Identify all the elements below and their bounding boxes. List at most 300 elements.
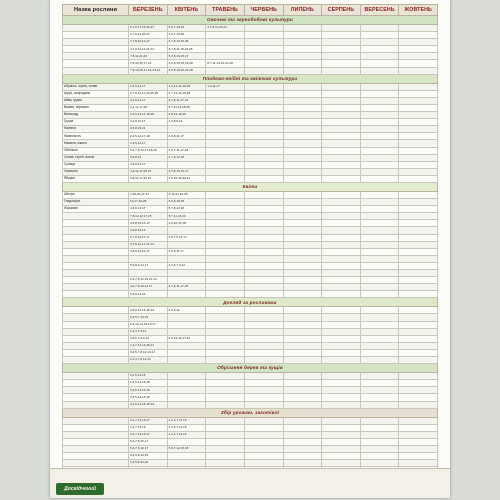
section-title: Плодово-ягідні та квіткові культури: [63, 74, 438, 83]
favorable-days-cell: [167, 314, 206, 321]
favorable-days-cell: [167, 453, 206, 460]
table-row: [63, 328, 438, 335]
favorable-days-cell: [283, 314, 322, 321]
plant-name-cell: [63, 67, 129, 74]
favorable-days-cell: [322, 342, 361, 349]
favorable-days-cell: [399, 291, 438, 298]
favorable-days-cell: [399, 90, 438, 97]
favorable-days-cell: [206, 284, 245, 291]
favorable-days-cell: [360, 349, 399, 356]
favorable-days-cell: [167, 126, 206, 133]
favorable-days-cell: [167, 270, 206, 277]
favorable-days-cell: [360, 67, 399, 74]
favorable-days-cell: 2,4,5,12,17,18,28: [129, 112, 168, 119]
table-row: [63, 168, 438, 175]
favorable-days-cell: [206, 401, 245, 408]
table-row: [63, 380, 438, 387]
favorable-days-cell: [167, 373, 206, 380]
favorable-days-cell: [399, 25, 438, 32]
favorable-days-cell: [283, 199, 322, 206]
favorable-days-cell: [322, 284, 361, 291]
favorable-days-cell: [167, 380, 206, 387]
table-row: [63, 424, 438, 431]
favorable-days-cell: [283, 147, 322, 154]
favorable-days-cell: 10,17,26,28: [129, 199, 168, 206]
favorable-days-cell: [244, 90, 283, 97]
table-row: [63, 46, 438, 53]
favorable-days-cell: [283, 104, 322, 111]
favorable-days-cell: [244, 46, 283, 53]
favorable-days-cell: [360, 248, 399, 255]
table-row: [63, 284, 438, 291]
favorable-days-cell: [167, 349, 206, 356]
favorable-days-cell: 3,4,5,12,15,18,24: [129, 401, 168, 408]
favorable-days-cell: [206, 307, 245, 314]
favorable-days-cell: [360, 277, 399, 284]
favorable-days-cell: [322, 438, 361, 445]
favorable-days-cell: [399, 147, 438, 154]
section-header-row: [63, 364, 438, 373]
favorable-days-cell: [399, 394, 438, 401]
table-row: [63, 25, 438, 32]
favorable-days-cell: [399, 175, 438, 182]
plant-name-cell: [63, 460, 129, 467]
favorable-days-cell: 4,6,8,10,14,17: [129, 220, 168, 227]
plant-name-cell: [63, 220, 129, 227]
favorable-days-cell: [283, 126, 322, 133]
favorable-days-cell: [244, 25, 283, 32]
favorable-days-cell: [399, 39, 438, 46]
favorable-days-cell: [399, 67, 438, 74]
favorable-days-cell: 1,8,11,17: [206, 83, 245, 90]
favorable-days-cell: [360, 147, 399, 154]
plant-name-cell: [63, 227, 129, 234]
favorable-days-cell: [206, 234, 245, 241]
favorable-days-cell: [399, 32, 438, 39]
favorable-days-cell: [360, 328, 399, 335]
favorable-days-cell: [244, 291, 283, 298]
favorable-days-cell: [283, 241, 322, 248]
favorable-days-cell: [322, 417, 361, 424]
favorable-days-cell: 4,6,9,12,17: [129, 206, 168, 213]
favorable-days-cell: [244, 248, 283, 255]
section-title: Овочеві та зернобобові культури: [63, 16, 438, 25]
favorable-days-cell: [399, 248, 438, 255]
favorable-days-cell: [283, 453, 322, 460]
favorable-days-cell: 5,6,7,12,15,18: [167, 445, 206, 452]
favorable-days-cell: [360, 199, 399, 206]
favorable-days-cell: [244, 373, 283, 380]
favorable-days-cell: [244, 60, 283, 67]
plant-name-cell: [63, 401, 129, 408]
favorable-days-cell: [283, 321, 322, 328]
table-row: [63, 234, 438, 241]
favorable-days-cell: [206, 417, 245, 424]
favorable-days-cell: [360, 25, 399, 32]
favorable-days-cell: [322, 126, 361, 133]
favorable-days-cell: [283, 445, 322, 452]
favorable-days-cell: 3,4,5,8,10,16: [129, 460, 168, 467]
favorable-days-cell: [399, 445, 438, 452]
favorable-days-cell: [244, 417, 283, 424]
favorable-days-cell: [244, 161, 283, 168]
favorable-days-cell: [399, 97, 438, 104]
favorable-days-cell: [322, 255, 361, 262]
favorable-days-cell: [322, 60, 361, 67]
favorable-days-cell: [244, 335, 283, 342]
table-row: [63, 445, 438, 452]
favorable-days-cell: [322, 307, 361, 314]
favorable-days-cell: 3,4,5,7,8,10,14,17: [129, 349, 168, 356]
plant-name-cell: [63, 349, 129, 356]
favorable-days-cell: [244, 126, 283, 133]
favorable-days-cell: 4,6,9,11,17: [167, 248, 206, 255]
favorable-days-cell: [360, 424, 399, 431]
favorable-days-cell: [283, 39, 322, 46]
favorable-days-cell: [167, 357, 206, 364]
favorable-days-cell: 2,20,25,27,31: [129, 191, 168, 198]
favorable-days-cell: 2,19,21,24,25: [167, 191, 206, 198]
favorable-days-cell: 3,5,8,10,15,19,28: [167, 67, 206, 74]
favorable-days-cell: [399, 227, 438, 234]
favorable-days-cell: [167, 255, 206, 262]
favorable-days-cell: [322, 46, 361, 53]
favorable-days-cell: [206, 262, 245, 269]
favorable-days-cell: [360, 126, 399, 133]
favorable-days-cell: [399, 255, 438, 262]
favorable-days-cell: [322, 227, 361, 234]
plant-name-cell: [63, 335, 129, 342]
column-header-month: КВІТЕНЬ: [167, 5, 206, 16]
favorable-days-cell: [283, 206, 322, 213]
favorable-days-cell: [322, 460, 361, 467]
favorable-days-cell: [283, 335, 322, 342]
favorable-days-cell: 3,4,5,12,15,18: [129, 387, 168, 394]
favorable-days-cell: 6,7,8,11,18,24,25: [167, 46, 206, 53]
favorable-days-cell: [206, 241, 245, 248]
favorable-days-cell: 6,7,8,10,11,17: [129, 234, 168, 241]
favorable-days-cell: [206, 380, 245, 387]
table-row: [63, 460, 438, 467]
favorable-days-cell: [360, 60, 399, 67]
favorable-days-cell: 1,3,8,9,12: [167, 119, 206, 126]
favorable-days-cell: [129, 255, 168, 262]
favorable-days-cell: 3,5,8,15,21: [129, 126, 168, 133]
favorable-days-cell: [283, 119, 322, 126]
table-row: [63, 357, 438, 364]
favorable-days-cell: [322, 321, 361, 328]
table-row: [63, 248, 438, 255]
calendar-content: [62, 4, 438, 498]
plant-name-cell: Обліпиха: [63, 147, 129, 154]
favorable-days-cell: 3,4,5,12,17: [129, 97, 168, 104]
favorable-days-cell: [244, 270, 283, 277]
favorable-days-cell: [399, 140, 438, 147]
favorable-days-cell: 7,8,10,15,17,21: [129, 60, 168, 67]
favorable-days-cell: [206, 248, 245, 255]
favorable-days-cell: [322, 424, 361, 431]
column-header-month: ТРАВЕНЬ: [206, 5, 245, 16]
favorable-days-cell: [206, 39, 245, 46]
plant-name-cell: Груша: [63, 119, 129, 126]
favorable-days-cell: [283, 227, 322, 234]
favorable-days-cell: [167, 241, 206, 248]
favorable-days-cell: 2,4,7,12,16,17: [129, 417, 168, 424]
favorable-days-cell: [206, 133, 245, 140]
table-row: [63, 314, 438, 321]
favorable-days-cell: 2,4,5,7,9,12: [167, 262, 206, 269]
favorable-days-cell: [206, 424, 245, 431]
favorable-days-cell: [167, 277, 206, 284]
table-row: [63, 39, 438, 46]
favorable-days-cell: [360, 460, 399, 467]
favorable-days-cell: 2,4,12,14,15,16,17: [129, 321, 168, 328]
favorable-days-cell: [206, 335, 245, 342]
plant-name-cell: Виноград: [63, 112, 129, 119]
favorable-days-cell: [360, 357, 399, 364]
favorable-days-cell: 5,7,11,12,18,25: [167, 104, 206, 111]
favorable-days-cell: 4,5,9,10,14,15,24: [129, 307, 168, 314]
plant-name-cell: Малина, ожина: [63, 140, 129, 147]
favorable-days-cell: [206, 270, 245, 277]
favorable-days-cell: 2,5,12,19,26: [167, 112, 206, 119]
favorable-days-cell: [206, 147, 245, 154]
favorable-days-cell: [399, 314, 438, 321]
plant-name-cell: Черешня: [63, 168, 129, 175]
plant-name-cell: Жимолость: [63, 133, 129, 140]
favorable-days-cell: [283, 112, 322, 119]
favorable-days-cell: [167, 321, 206, 328]
column-header-month: ЛИПЕНЬ: [283, 5, 322, 16]
favorable-days-cell: [360, 97, 399, 104]
favorable-days-cell: [360, 83, 399, 90]
favorable-days-cell: [244, 424, 283, 431]
favorable-days-cell: [129, 270, 168, 277]
favorable-days-cell: [283, 133, 322, 140]
favorable-days-cell: [399, 424, 438, 431]
favorable-days-cell: [206, 53, 245, 60]
favorable-days-cell: [244, 104, 283, 111]
table-row: [63, 241, 438, 248]
plant-name-cell: [63, 248, 129, 255]
favorable-days-cell: [322, 213, 361, 220]
favorable-days-cell: [399, 161, 438, 168]
favorable-days-cell: [206, 154, 245, 161]
table-row: [63, 270, 438, 277]
favorable-days-cell: 5,6,9,14,24: [129, 291, 168, 298]
favorable-days-cell: [167, 394, 206, 401]
plant-name-cell: [63, 342, 129, 349]
favorable-days-cell: [283, 154, 322, 161]
favorable-days-cell: [244, 227, 283, 234]
favorable-days-cell: [283, 234, 322, 241]
favorable-days-cell: [244, 133, 283, 140]
favorable-days-cell: [322, 314, 361, 321]
favorable-days-cell: [322, 234, 361, 241]
table-row: [63, 97, 438, 104]
favorable-days-cell: [283, 220, 322, 227]
plant-name-cell: [63, 307, 129, 314]
favorable-days-cell: [283, 90, 322, 97]
favorable-days-cell: [322, 161, 361, 168]
favorable-days-cell: [244, 199, 283, 206]
favorable-days-cell: [360, 387, 399, 394]
favorable-days-cell: [399, 453, 438, 460]
table-row: [63, 255, 438, 262]
favorable-days-cell: [244, 460, 283, 467]
favorable-days-cell: [167, 328, 206, 335]
favorable-days-cell: [244, 387, 283, 394]
favorable-days-cell: 2,4,7,8,12,15,21,24: [129, 277, 168, 284]
plant-name-cell: [63, 328, 129, 335]
favorable-days-cell: [167, 161, 206, 168]
favorable-days-cell: 2,4,5,12,17: [129, 140, 168, 147]
favorable-days-cell: [360, 53, 399, 60]
calendar-sheet: [50, 0, 450, 498]
plant-name-cell: [63, 431, 129, 438]
favorable-days-cell: [244, 220, 283, 227]
favorable-days-cell: [283, 262, 322, 269]
favorable-days-cell: [322, 357, 361, 364]
favorable-days-cell: [399, 357, 438, 364]
table-row: [63, 175, 438, 182]
table-row: [63, 140, 438, 147]
favorable-days-cell: [360, 32, 399, 39]
favorable-days-cell: [167, 140, 206, 147]
plant-name-cell: [63, 314, 129, 321]
favorable-days-cell: [360, 227, 399, 234]
favorable-days-cell: [283, 424, 322, 431]
favorable-days-cell: [399, 284, 438, 291]
favorable-days-cell: [283, 431, 322, 438]
favorable-days-cell: [283, 60, 322, 67]
table-row: [63, 387, 438, 394]
favorable-days-cell: 5,6,7,8,10,17: [129, 438, 168, 445]
table-row: [63, 191, 438, 198]
favorable-days-cell: [206, 119, 245, 126]
plant-name-cell: [63, 262, 129, 269]
plant-name-cell: [63, 270, 129, 277]
favorable-days-cell: [244, 140, 283, 147]
plant-name-cell: [63, 453, 129, 460]
favorable-days-cell: [206, 277, 245, 284]
favorable-days-cell: [244, 119, 283, 126]
favorable-days-cell: 4,6,8,11,12,17: [129, 248, 168, 255]
favorable-days-cell: [283, 255, 322, 262]
favorable-days-cell: [244, 349, 283, 356]
favorable-days-cell: [322, 206, 361, 213]
favorable-days-cell: [322, 90, 361, 97]
favorable-days-cell: [360, 90, 399, 97]
column-header-plant-name: Назва рослини: [63, 5, 129, 16]
favorable-days-cell: [283, 83, 322, 90]
favorable-days-cell: [322, 191, 361, 198]
favorable-days-cell: [283, 191, 322, 198]
favorable-days-cell: [322, 25, 361, 32]
section-header-row: [63, 182, 438, 191]
favorable-days-cell: 6,7,8,10,15,28: [167, 39, 206, 46]
favorable-days-cell: [360, 438, 399, 445]
favorable-days-cell: [399, 321, 438, 328]
favorable-days-cell: [360, 168, 399, 175]
favorable-days-cell: 2,3,4,7,8,12,23: [129, 357, 168, 364]
favorable-days-cell: 4,6,10,16,18: [167, 220, 206, 227]
favorable-days-cell: [399, 199, 438, 206]
favorable-days-cell: [322, 53, 361, 60]
favorable-days-cell: [283, 387, 322, 394]
plant-name-cell: Жоржини: [63, 206, 129, 213]
favorable-days-cell: 5,7,8,10,15,17: [167, 53, 206, 60]
favorable-days-cell: 4,6,7,8,10,12,17: [129, 284, 168, 291]
favorable-days-cell: [206, 291, 245, 298]
favorable-days-cell: [283, 175, 322, 182]
favorable-days-cell: [322, 248, 361, 255]
favorable-days-cell: [206, 168, 245, 175]
favorable-days-cell: 3,4,13,14,18,28: [167, 83, 206, 90]
table-body: [63, 16, 438, 499]
plant-name-cell: [63, 424, 129, 431]
favorable-days-cell: 4,6,10,18,20,21: [167, 175, 206, 182]
favorable-days-cell: 4,7,8,11,14,21,24: [129, 46, 168, 53]
favorable-days-cell: [399, 60, 438, 67]
favorable-days-cell: 3,4,7,12,16,17: [129, 431, 168, 438]
column-header-month: ЖОВТЕНЬ: [399, 5, 438, 16]
favorable-days-cell: [399, 191, 438, 198]
favorable-days-cell: [399, 119, 438, 126]
favorable-days-cell: [283, 307, 322, 314]
favorable-days-cell: [283, 417, 322, 424]
favorable-days-cell: [360, 133, 399, 140]
plant-name-cell: [63, 32, 129, 39]
favorable-days-cell: [244, 342, 283, 349]
favorable-days-cell: [399, 342, 438, 349]
favorable-days-cell: [167, 401, 206, 408]
favorable-days-cell: [283, 140, 322, 147]
favorable-days-cell: [206, 140, 245, 147]
plant-name-cell: [63, 60, 129, 67]
favorable-days-cell: [244, 453, 283, 460]
favorable-days-cell: 4,5,6,12: [167, 307, 206, 314]
favorable-days-cell: [206, 175, 245, 182]
favorable-days-cell: [283, 161, 322, 168]
favorable-days-cell: [322, 349, 361, 356]
favorable-days-cell: [322, 445, 361, 452]
favorable-days-cell: [206, 97, 245, 104]
favorable-days-cell: [283, 357, 322, 364]
plant-name-cell: Гладіолуси: [63, 199, 129, 206]
favorable-days-cell: [206, 357, 245, 364]
brand-logo: Досвідчений: [56, 483, 104, 495]
favorable-days-cell: [360, 307, 399, 314]
favorable-days-cell: [360, 262, 399, 269]
favorable-days-cell: [360, 431, 399, 438]
favorable-days-cell: 4,6,8,11,17: [167, 133, 206, 140]
section-title: Обрізання дерев та кущів: [63, 364, 438, 373]
favorable-days-cell: [322, 175, 361, 182]
favorable-days-cell: [322, 373, 361, 380]
favorable-days-cell: [322, 453, 361, 460]
favorable-days-cell: [283, 213, 322, 220]
favorable-days-cell: [360, 291, 399, 298]
favorable-days-cell: [360, 335, 399, 342]
favorable-days-cell: 4,7,8,10,15,17: [167, 168, 206, 175]
favorable-days-cell: [206, 328, 245, 335]
favorable-days-cell: [399, 335, 438, 342]
favorable-days-cell: [283, 460, 322, 467]
favorable-days-cell: 3,4,5,12,15: [129, 373, 168, 380]
table-row: [63, 119, 438, 126]
favorable-days-cell: [283, 349, 322, 356]
